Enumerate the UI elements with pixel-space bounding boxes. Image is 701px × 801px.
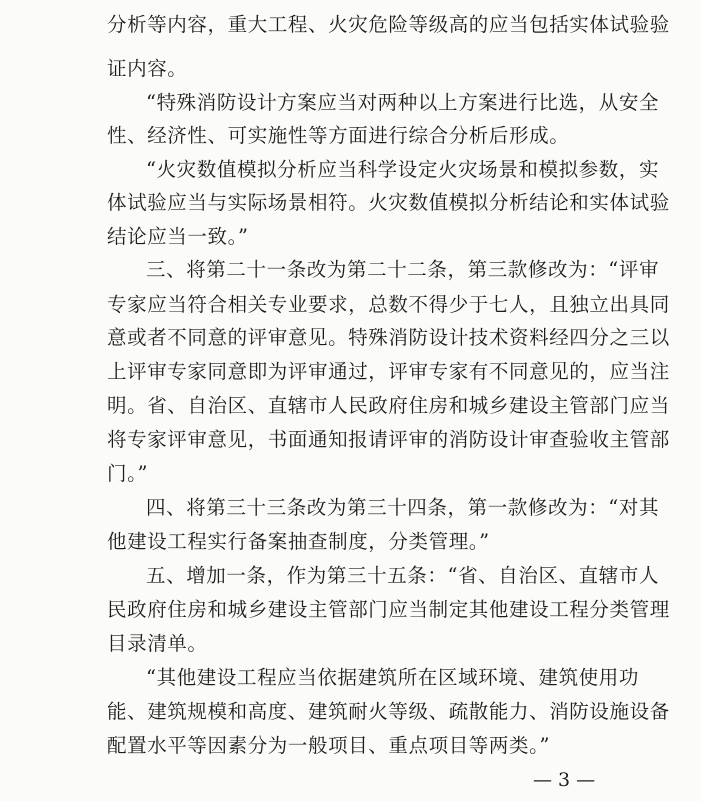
text-line: 意或者不同意的评审意见。特殊消防设计技术资料经四分之三以: [107, 326, 670, 349]
text-line: 能、建筑规模和高度、建筑耐火等级、疏散能力、消防设施设备: [107, 700, 670, 723]
text-line: “特殊消防设计方案应当对两种以上方案进行比选，从安全: [146, 91, 660, 114]
text-line: 结论应当一致。”: [107, 225, 249, 248]
text-line: 体试验应当与实际场景相符。火灾数值模拟分析结论和实体试验: [107, 191, 670, 214]
text-line: 分析等内容，重大工程、火灾危险等级高的应当包括实体试验验: [107, 13, 670, 36]
text-line: 他建设工程实行备案抽查制度，分类管理。”: [107, 530, 490, 553]
text-line: 将专家评审意见，书面通知报请评审的消防设计审查验收主管部: [107, 428, 670, 451]
text-line: 民政府住房和城乡建设主管部门应当制定其他建设工程分类管理: [107, 598, 670, 621]
text-line: 证内容。: [107, 57, 188, 80]
text-line: 五、增加一条，作为第三十五条：“省、自治区、直辖市人: [146, 564, 660, 587]
text-line: 明。省、自治区、直辖市人民政府住房和城乡建设主管部门应当: [107, 394, 670, 417]
text-line: 专家应当符合相关专业要求，总数不得少于七人，且独立出具同: [107, 293, 670, 316]
text-line: 目录清单。: [107, 632, 208, 655]
text-line: 门。”: [107, 462, 149, 485]
text-line: 上评审专家同意即为评审通过，评审专家有不同意见的，应当注: [107, 360, 670, 383]
text-line: 性、经济性、可实施性等方面进行综合分析后形成。: [107, 124, 570, 147]
text-line: “其他建设工程应当依据建筑所在区域环境、建筑使用功: [146, 666, 639, 689]
text-line: 三、将第二十一条改为第二十二条，第三款修改为：“评审: [146, 258, 660, 281]
text-line: 四、将第三十三条改为第三十四条，第一款修改为：“对其: [146, 496, 660, 519]
page-number: — 3 —: [533, 769, 596, 791]
text-line: “火灾数值模拟分析应当科学设定火灾场景和模拟参数，实: [146, 158, 660, 181]
text-line: 配置水平等因素分为一般项目、重点项目等两类。”: [107, 734, 551, 757]
